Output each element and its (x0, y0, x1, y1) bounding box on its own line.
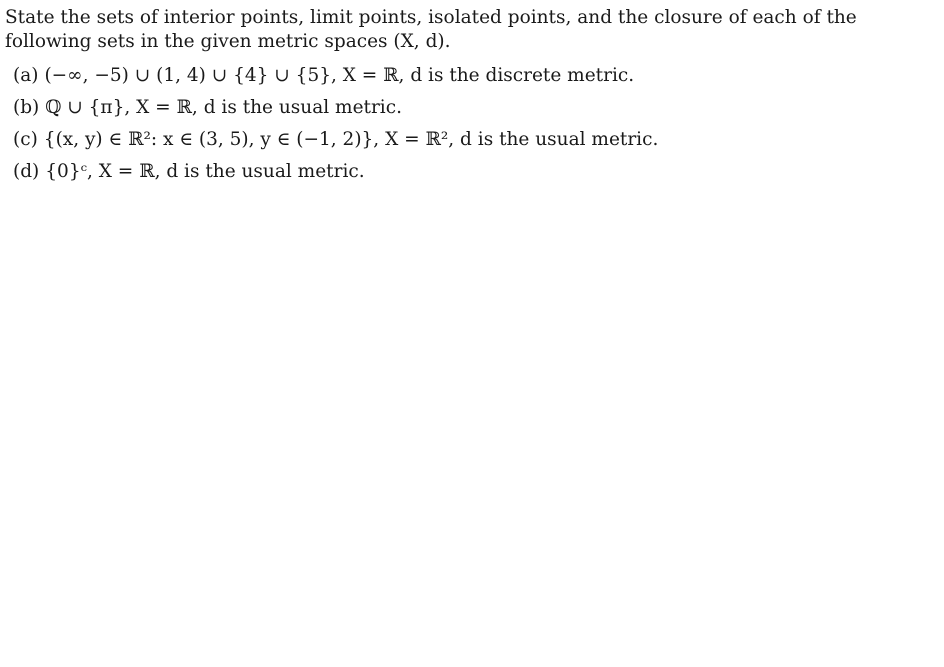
item-label: (a) (13, 65, 39, 86)
item-label: (c) (13, 129, 38, 150)
statement-line-2: following sets in the given metric spaces (X, d). (5, 31, 451, 52)
sub-question-c (13, 124, 935, 156)
problem-document (5, 6, 935, 188)
item-label: (d) (13, 161, 40, 182)
item-text: ℚ ∪ {π}, X = ℝ, d is the usual metric. (45, 97, 402, 118)
item-text: {(x, y) ∈ ℝ²: x ∈ (3, 5), y ∈ (−1, 2)}, X = ℝ², d is the usual metric. (43, 129, 659, 150)
sub-question-b (13, 92, 935, 124)
item-text: {0}ᶜ, X = ℝ, d is the usual metric. (45, 161, 365, 182)
problem-statement (5, 6, 935, 54)
sub-question-list (5, 60, 935, 188)
item-text: (−∞, −5) ∪ (1, 4) ∪ {4} ∪ {5}, X = ℝ, d is the discrete metric. (44, 65, 635, 86)
item-label: (b) (13, 97, 40, 118)
statement-line-1: State the sets of interior points, limit points, isolated points, and the closure of each of the (5, 7, 857, 28)
sub-question-d (13, 156, 935, 188)
sub-question-a (13, 60, 935, 92)
